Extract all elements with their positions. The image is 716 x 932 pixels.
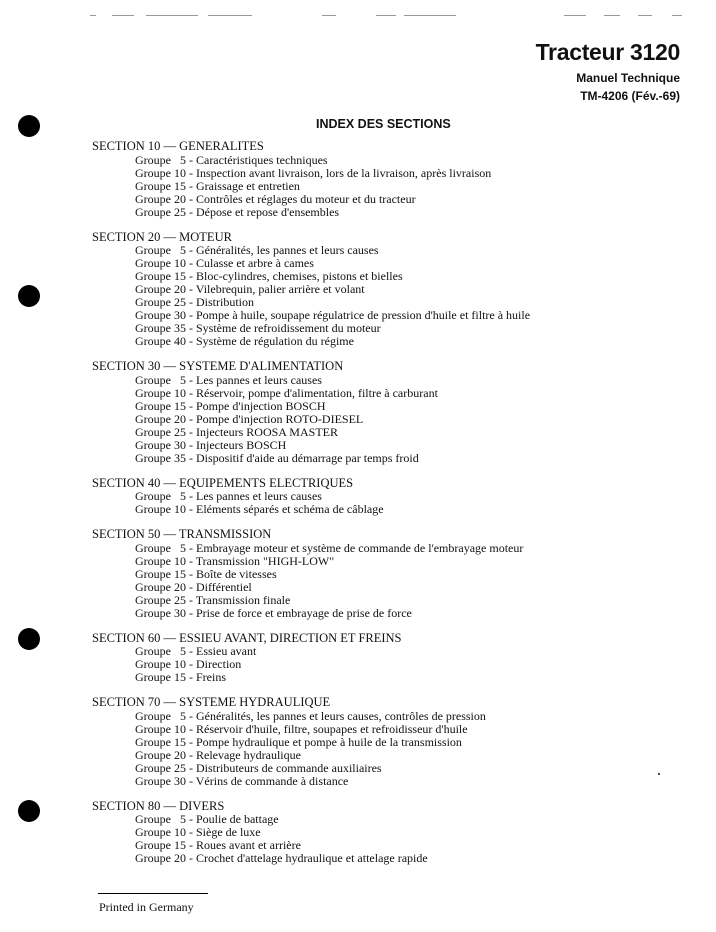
index-heading: INDEX DES SECTIONS xyxy=(316,117,451,131)
group-entry: Groupe 20 - Vilebrequin, palier arrière et volant xyxy=(135,282,365,296)
section-block xyxy=(92,696,692,788)
group-entry: Groupe 5 - Les pannes et leurs causes xyxy=(135,372,322,387)
document-subtitle: Manuel Technique xyxy=(576,71,680,85)
group-entry: Groupe 20 - Différentiel xyxy=(135,579,252,594)
section-title: SECTION 70 — SYSTEME HYDRAULIQUE xyxy=(92,695,331,709)
group-entry: Groupe 30 - Pompe à huile, soupape régulatrice de pression d'huile et filtre à huile xyxy=(135,308,531,322)
section-title: SECTION 60 — ESSIEU AVANT, DIRECTION ET FREINS xyxy=(92,630,402,645)
scan-artifact-line xyxy=(672,15,682,16)
group-entry: Groupe 30 - Prise de force et embrayage de prise de force xyxy=(135,605,412,620)
section-block xyxy=(92,140,692,219)
scan-artifact-line xyxy=(564,15,586,16)
scan-artifact-line xyxy=(208,15,252,16)
group-entry: Groupe 5 - Généralités, les pannes et leurs causes xyxy=(135,243,379,257)
group-entry: Groupe 5 - Caractéristiques techniques xyxy=(135,152,328,167)
document-reference: TM-4206 (Fév.-69) xyxy=(580,89,680,103)
group-entry: Groupe 15 - Freins xyxy=(135,670,226,684)
section-title: SECTION 80 — DIVERS xyxy=(92,798,225,813)
group-entry: Groupe 35 - Système de refroidissement du moteur xyxy=(135,321,381,335)
scan-artifact-line xyxy=(90,15,96,16)
group-entry: Groupe 30 - Injecteurs BOSCH xyxy=(135,437,287,452)
scan-artifact-line xyxy=(404,15,456,16)
group-entry: Groupe 35 - Dispositif d'aide au démarrage par temps froid xyxy=(135,450,419,465)
group-entry: Groupe 25 - Transmission finale xyxy=(135,592,291,607)
footer-note: Printed in Germany xyxy=(99,900,194,914)
group-entry: Groupe 5 - Essieu avant xyxy=(135,644,257,658)
group-entry: Groupe 25 - Injecteurs ROOSA MASTER xyxy=(135,424,338,439)
section-block xyxy=(92,800,692,866)
group-entry: Groupe 5 - Embrayage moteur et système de commande de l'embrayage moteur xyxy=(135,540,524,555)
section-title: SECTION 20 — MOTEUR xyxy=(92,229,232,244)
group-entry: Groupe 10 - Réservoir d'huile, filtre, soupapes et refroidisseur d'huile xyxy=(135,721,468,736)
group-entry: Groupe 15 - Pompe d'injection BOSCH xyxy=(135,398,326,413)
group-entry: Groupe 5 - Les pannes et leurs causes xyxy=(135,489,322,503)
group-entry: Groupe 15 - Pompe hydraulique et pompe à huile de la transmission xyxy=(135,734,462,749)
document-title: Tracteur 3120 xyxy=(535,39,680,65)
group-entry: Groupe 10 - Inspection avant livraison, lors de la livraison, après livraison xyxy=(135,165,492,180)
punch-hole xyxy=(18,628,40,650)
group-entry: Groupe 20 - Pompe d'injection ROTO-DIESEL xyxy=(135,411,364,426)
group-entry: Groupe 10 - Réservoir, pompe d'alimentation, filtre à carburant xyxy=(135,385,438,400)
group-entry: Groupe 10 - Eléments séparés et schéma de câblage xyxy=(135,502,384,516)
group-entry: Groupe 15 - Roues avant et arrière xyxy=(135,838,301,852)
group-entry: Groupe 15 - Boîte de vitesses xyxy=(135,566,277,581)
scan-artifact-line xyxy=(146,15,198,16)
group-entry: Groupe 20 - Crochet d'attelage hydraulique et attelage rapide xyxy=(135,851,428,865)
scan-artifact-line xyxy=(604,15,620,16)
section-title: SECTION 40 — EQUIPEMENTS ELECTRIQUES xyxy=(92,475,354,490)
section-title: SECTION 30 — SYSTEME D'ALIMENTATION xyxy=(92,359,344,373)
section-block xyxy=(92,231,692,349)
section-block xyxy=(92,632,692,685)
scan-artifact-line xyxy=(112,15,134,16)
section-block xyxy=(92,528,692,620)
section-title: SECTION 50 — TRANSMISSION xyxy=(92,527,272,541)
scan-speck xyxy=(658,773,660,775)
group-entry: Groupe 10 - Transmission "HIGH-LOW" xyxy=(135,553,335,568)
group-entry: Groupe 15 - Bloc-cylindres, chemises, pistons et bielles xyxy=(135,269,403,283)
punch-hole xyxy=(18,115,40,137)
section-block xyxy=(92,477,692,517)
group-entry: Groupe 5 - Poulie de battage xyxy=(135,812,279,826)
section-title: SECTION 10 — GENERALITES xyxy=(92,139,264,153)
footer-rule xyxy=(98,893,208,894)
group-entry: Groupe 10 - Siège de luxe xyxy=(135,825,261,839)
section-block xyxy=(92,360,692,465)
section-index xyxy=(92,140,692,877)
scan-artifact-line xyxy=(322,15,336,16)
group-entry: Groupe 5 - Généralités, les pannes et leurs causes, contrôles de pression xyxy=(135,708,486,723)
group-entry: Groupe 40 - Système de régulation du régime xyxy=(135,334,354,348)
scan-artifact-line xyxy=(638,15,652,16)
group-entry: Groupe 30 - Vérins de commande à distance xyxy=(135,773,349,788)
group-entry: Groupe 20 - Relevage hydraulique xyxy=(135,747,301,762)
group-entry: Groupe 15 - Graissage et entretien xyxy=(135,178,300,193)
group-entry: Groupe 25 - Dépose et repose d'ensembles xyxy=(135,204,340,219)
group-entry: Groupe 10 - Culasse et arbre à cames xyxy=(135,256,314,270)
punch-hole xyxy=(18,285,40,307)
punch-hole xyxy=(18,800,40,822)
group-entry: Groupe 20 - Contrôles et réglages du moteur et du tracteur xyxy=(135,191,416,206)
group-entry: Groupe 10 - Direction xyxy=(135,657,242,671)
document-header xyxy=(536,38,680,105)
group-entry: Groupe 25 - Distribution xyxy=(135,295,254,309)
scan-artifact-line xyxy=(376,15,396,16)
group-entry: Groupe 25 - Distributeurs de commande auxiliaires xyxy=(135,760,382,775)
